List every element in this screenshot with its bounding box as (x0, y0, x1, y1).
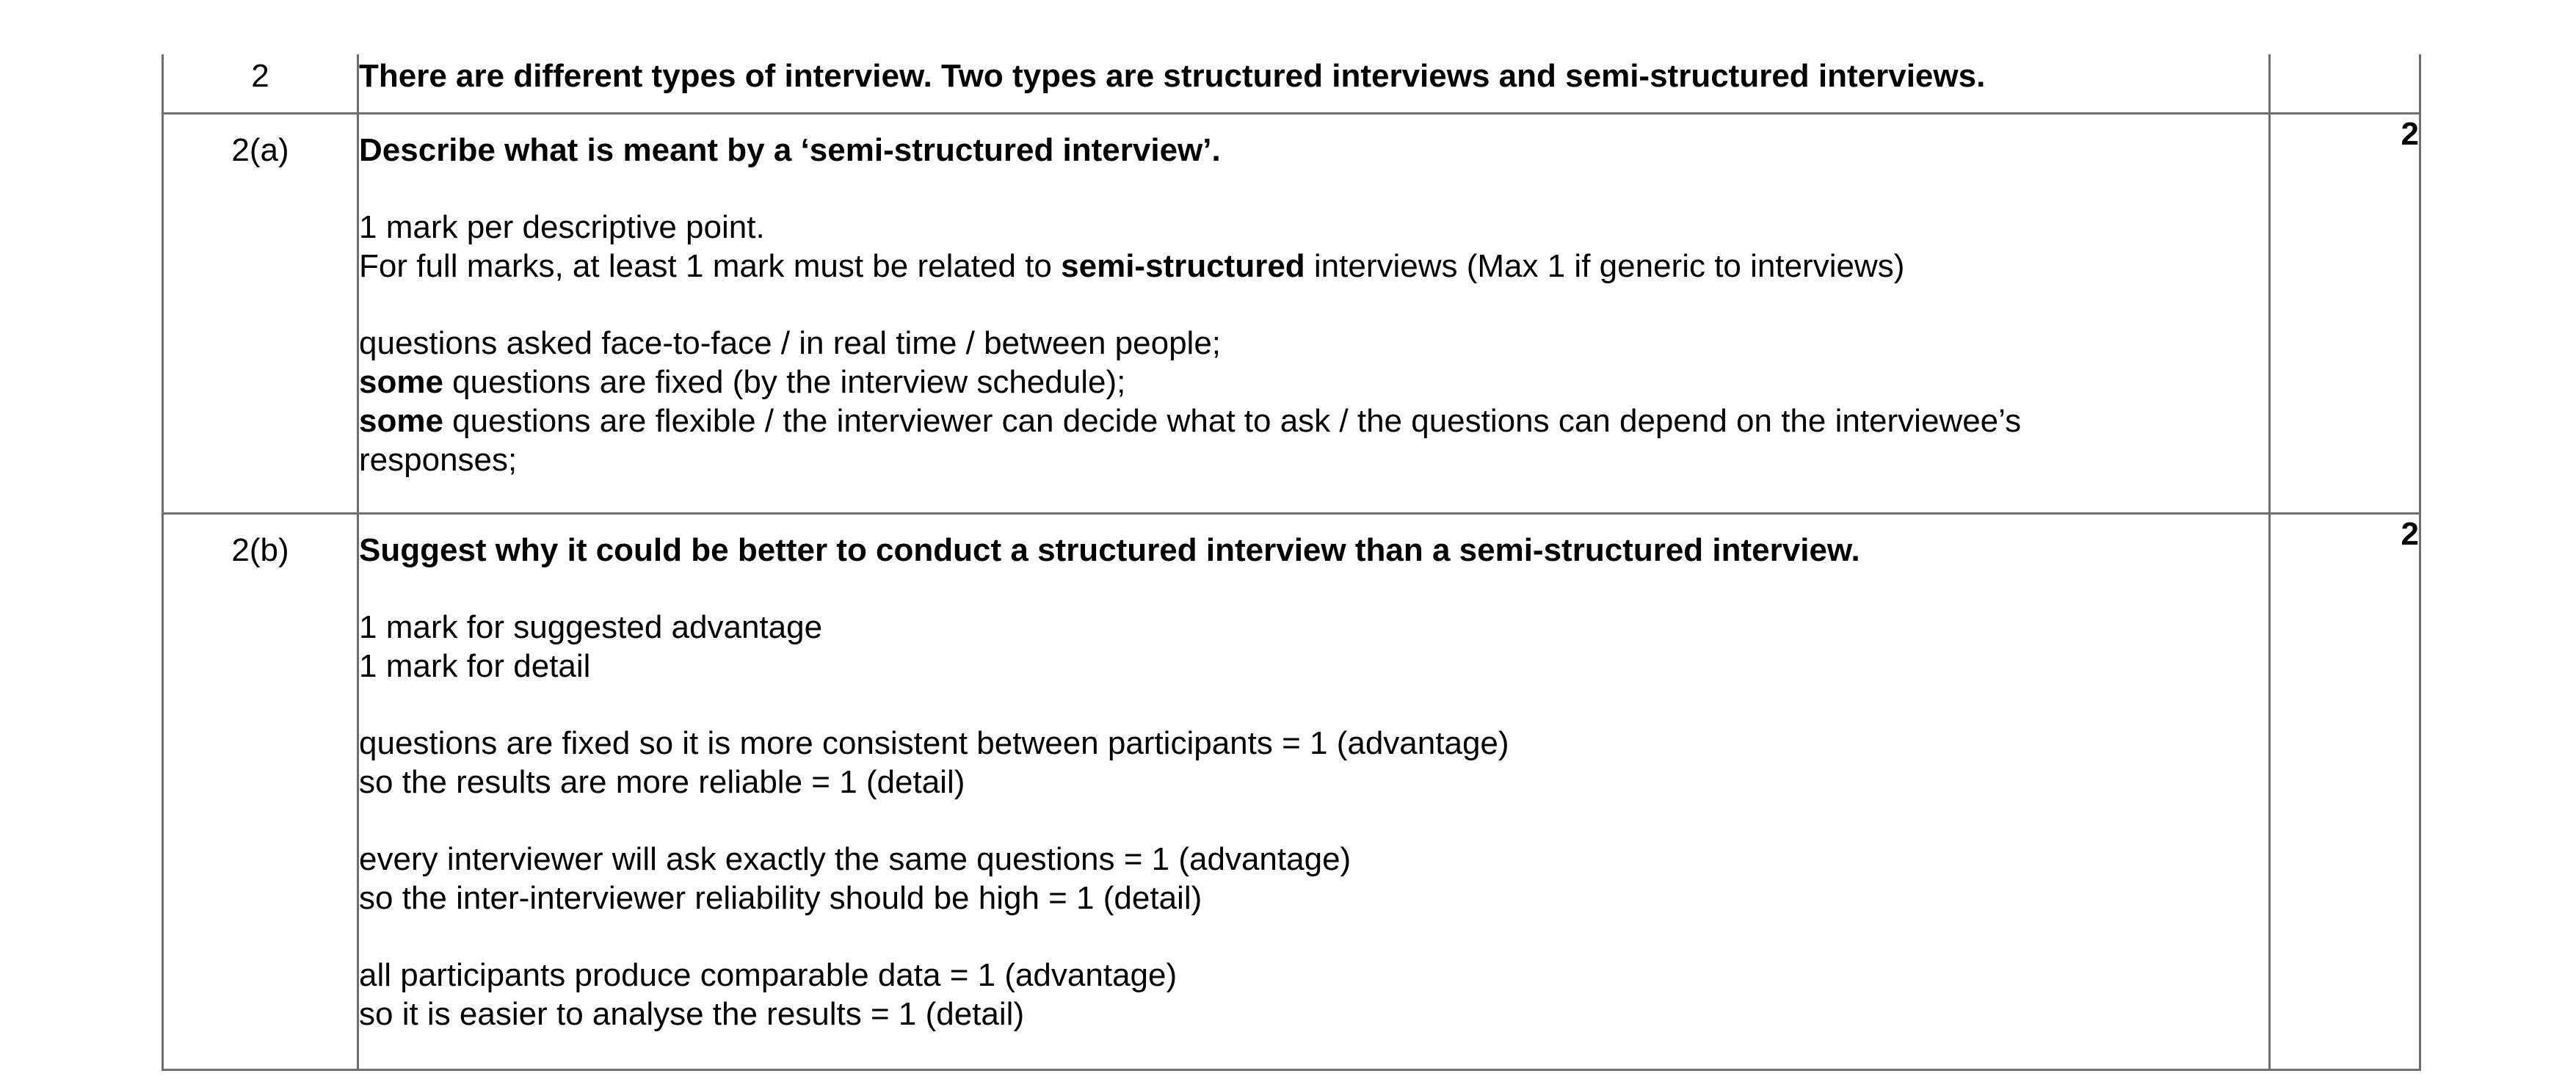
mark-pair (359, 840, 2268, 918)
marking-guidance (359, 208, 2268, 286)
question-2a-row (163, 114, 2420, 514)
question-2-intro-row (163, 54, 2420, 114)
advantage-line: every interviewer will ask exactly the same questions = 1 (advantage) (359, 841, 1352, 877)
marks-value: 2 (2270, 114, 2420, 514)
marks-cell (2270, 54, 2420, 114)
mark-scheme-table (162, 54, 2421, 1071)
guidance-line: 1 mark for suggested advantage (359, 609, 823, 645)
advantage-line: questions are fixed so it is more consistent between participants = 1 (advantage) (359, 725, 1509, 761)
mark-pair (359, 956, 2268, 1033)
marks-value: 2 (2270, 514, 2420, 1070)
mark-point: questions asked face-to-face / in real time / between people; (359, 325, 1222, 361)
detail-line: so it is easier to analyse the results = 1 (detail) (359, 996, 1025, 1032)
guidance-line: 1 mark for detail (359, 648, 591, 684)
question-number: 2(a) (163, 114, 358, 514)
guidance-line: 1 mark per descriptive point. (359, 209, 765, 245)
detail-line: so the results are more reliable = 1 (detail) (359, 764, 965, 800)
marking-guidance (359, 608, 2268, 686)
advantage-line: all participants produce comparable data = 1 (advantage) (359, 957, 1178, 993)
question-text: Suggest why it could be better to conduct a structured interview than a semi-structured interview. (359, 532, 1860, 568)
question-text: Describe what is meant by a ‘semi-structured interview’. (359, 132, 1221, 168)
mark-point: some questions are fixed (by the interview schedule); (359, 364, 1126, 400)
mark-point: some questions are flexible / the interviewer can decide what to ask / the questions can depend on the interviewee’s responses; (359, 403, 2022, 478)
detail-line: so the inter-interviewer reliability should be high = 1 (detail) (359, 880, 1202, 916)
guidance-line: For full marks, at least 1 mark must be related to semi-structured interviews (Max 1 if generic to interviews) (359, 248, 1905, 284)
question-2b-row (163, 514, 2420, 1070)
mark-pair (359, 724, 2268, 802)
answer-cell (358, 114, 2270, 514)
answer-cell (358, 514, 2270, 1070)
marking-points (359, 324, 2268, 479)
question-number: 2(b) (163, 514, 358, 1070)
question-number: 2 (163, 54, 358, 114)
question-stem: There are different types of interview. Two types are structured interviews and semi-structured interviews. (359, 58, 1986, 94)
